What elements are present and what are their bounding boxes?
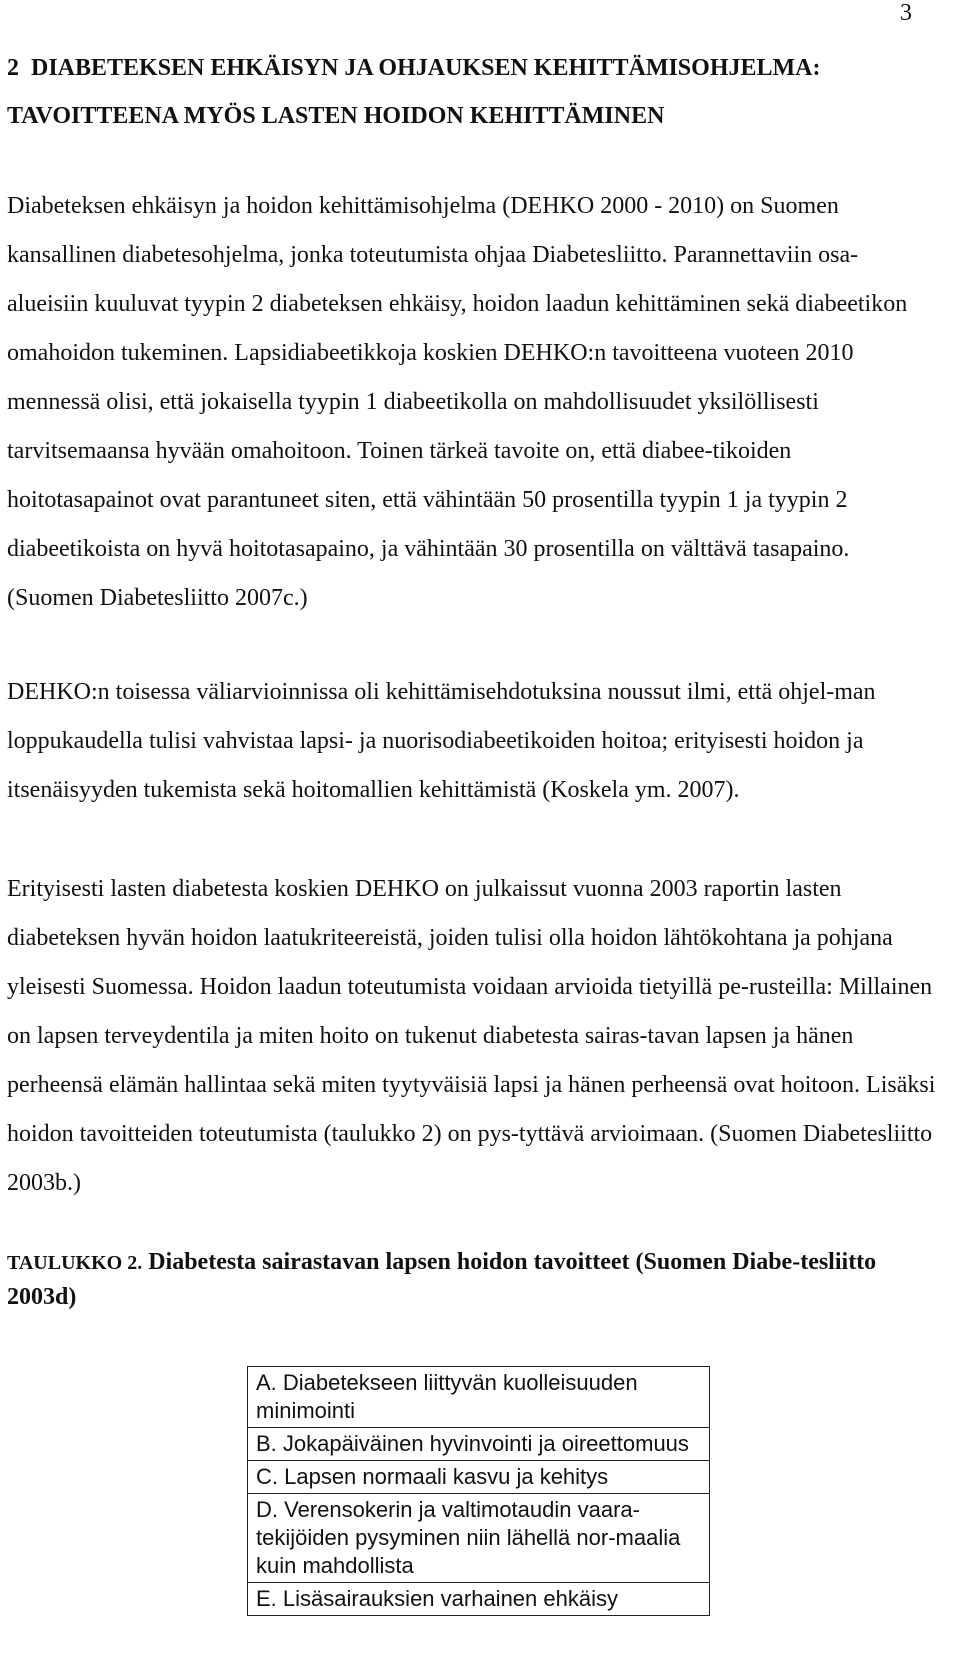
- body-paragraph: Erityisesti lasten diabetesta koskien DEHKO on julkaissut vuonna 2003 raportin lasten diabeteksen hyvän hoidon laatukriteereistä, joiden tulisi olla hoidon lähtökohtana ja pohjana yleisesti Suomessa. Hoidon laadun toteutumista voidaan arvioida tietyillä pe-rusteilla: Millainen on lapsen terveydentila ja miten hoito on tukenut diabetesta sairas-tavan lapsen ja hänen perheensä elämän hallintaa sekä miten tyytyväisiä lapsi ja hänen perheensä ovat hoitoon. Lisäksi hoidon tavoitteiden toteutumista (taulukko 2) on pys-tyttävä arvioimaan. (Suomen Diabetesliitto 2003b.): [7, 876, 936, 1196]
- body-paragraph: DEHKO:n toisessa väliarvioinnissa oli kehittämisehdotuksina noussut ilmi, että ohjel-man loppukaudella tulisi vahvistaa lapsi- ja nuorisodiabeetikoiden hoitoa; erityisesti hoidon ja itsenäisyyden tukemista sekä hoitomallien kehittämistä (Koskela ym. 2007).: [7, 679, 876, 803]
- table-row: [248, 1428, 710, 1461]
- table-row: [248, 1367, 710, 1428]
- heading-number: 2: [7, 55, 19, 81]
- table-caption: [7, 1245, 937, 1314]
- table-cell: D. Verensokerin ja valtimotaudin vaara-tekijöiden pysyminen niin lähellä nor-maalia kuin mahdollista: [248, 1494, 710, 1583]
- goals-table: [247, 1366, 710, 1616]
- table-caption-text: Diabetesta sairastavan lapsen hoidon tavoitteet (Suomen Diabe-tesliitto 2003d): [7, 1249, 877, 1310]
- heading-line-1: [7, 44, 820, 92]
- table-cell: C. Lapsen normaali kasvu ja kehitys: [248, 1461, 710, 1494]
- page-number: 3: [900, 0, 912, 26]
- table-cell: A. Diabetekseen liittyvän kuolleisuuden minimointi: [248, 1367, 710, 1428]
- heading-line-2: TAVOITTEENA MYÖS LASTEN HOIDON KEHITTÄMINEN: [7, 103, 665, 129]
- body-paragraph: Diabeteksen ehkäisyn ja hoidon kehittämisohjelma (DEHKO 2000 - 2010) on Suomen kansallinen diabetesohjelma, jonka toteutumista ohjaa Diabetesliitto. Parannettaviin osa-alueisiin kuuluvat tyypin 2 diabeteksen ehkäisy, hoidon laadun kehittäminen sekä diabeetikon omahoidon tukeminen. Lapsidiabeetikkoja koskien DEHKO:n tavoitteena vuoteen 2010 mennessä olisi, että jokaisella tyypin 1 diabeetikolla on mahdollisuudet yksilöllisesti tarvitsemaansa hyvään omahoitoon. Toinen tärkeä tavoite on, että diabee-tikoiden hoitotasapainot ovat parantuneet siten, että vähintään 50 prosentilla tyypin 1 ja tyypin 2 diabeetikoista on hyvä hoitotasapaino, ja vähintään 30 prosentilla on välttävä tasapaino. (Suomen Diabetesliitto 2007c.): [7, 193, 908, 611]
- section-heading: [7, 44, 820, 140]
- table-cell: B. Jokapäiväinen hyvinvointi ja oireettomuus: [248, 1428, 710, 1461]
- heading-text-line-1: DIABETEKSEN EHKÄISYN JA OHJAUKSEN KEHITTÄMISOHJELMA:: [31, 55, 821, 81]
- table-row: [248, 1583, 710, 1616]
- table-row: [248, 1494, 710, 1583]
- table-caption-label: TAULUKKO 2.: [7, 1252, 143, 1274]
- table-cell: E. Lisäsairauksien varhainen ehkäisy: [248, 1583, 710, 1616]
- table-row: [248, 1461, 710, 1494]
